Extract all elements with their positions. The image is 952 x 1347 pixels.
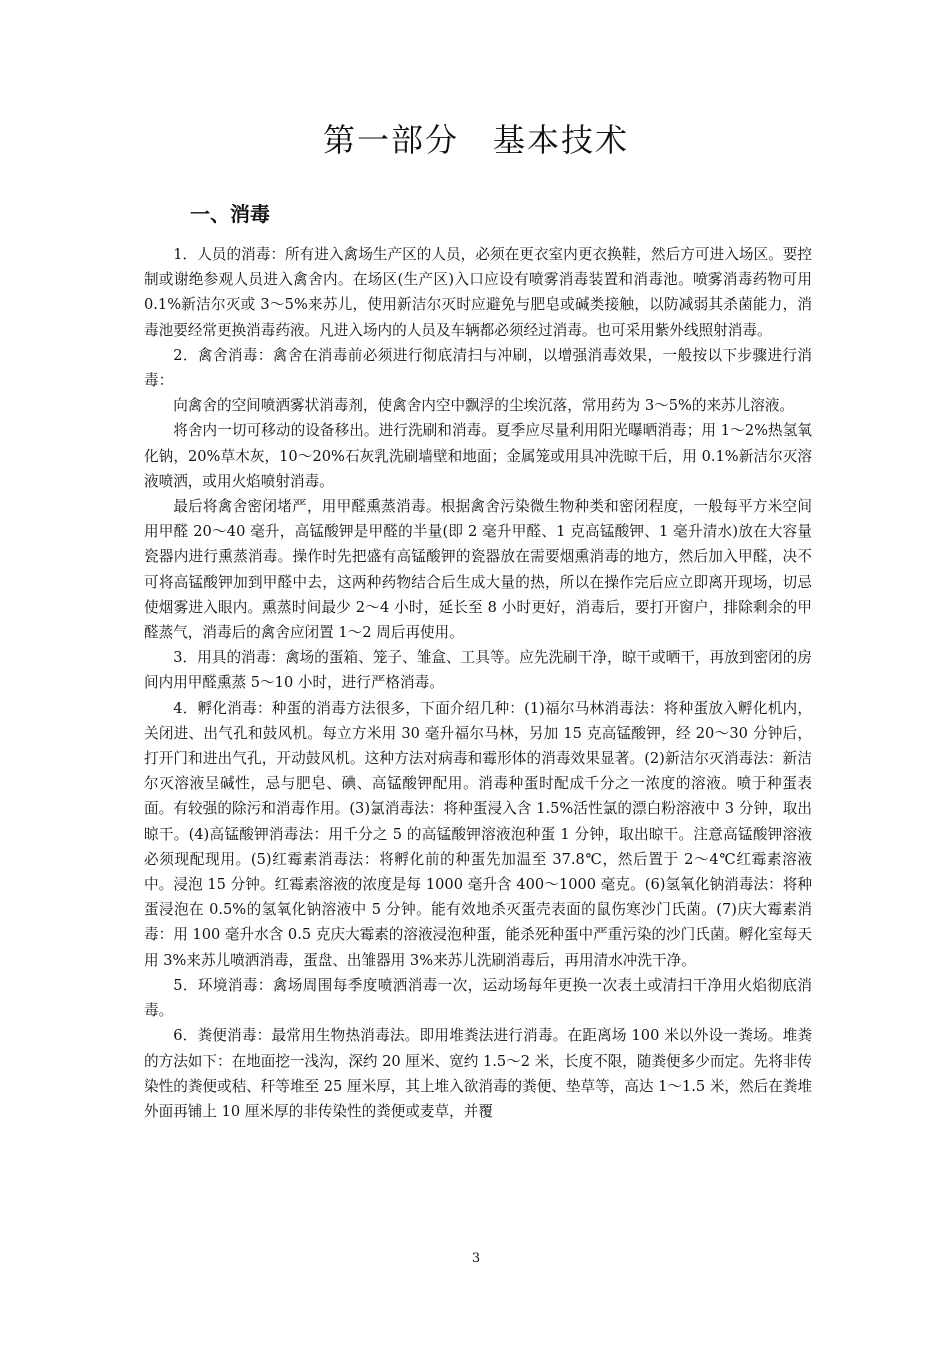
paragraph-hatching-disinfection: 4．孵化消毒：种蛋的消毒方法很多，下面介绍几种：(1)福尔马林消毒法：将种蛋放入孵化机内，关闭进、出气孔和鼓风机。每立方米用 30 毫升福尔马林，另加 15 克高锰酸钾，经 20～30 分钟后，打开门和进出气孔，开动鼓风机。这种方法对病毒和霉形体的消毒效果显著。(2)新洁尔灭消毒法：新洁尔灭溶液呈碱性，忌与肥皂、碘、高锰酸钾配用。消毒种蛋时配成千分之一浓度的溶液。喷于种蛋表面。有较强的除污和消毒作用。(3)氯消毒法：将种蛋浸入含 1.5%活性氯的漂白粉溶液中 3 分钟，取出晾干。(4)高锰酸钾消毒法：用千分之 5 的高锰酸钾溶液泡种蛋 1 分钟，取出晾干。注意高锰酸钾溶液必须现配现用。(5)红霉素消毒法：将孵化前的种蛋先加温至 37.8℃，然后置于 2～4℃红霉素溶液中。浸泡 15 分钟。红霉素溶液的浓度是每 1000 毫升含 400～1000 毫克。(6)氢氧化钠消毒法：将种蛋浸泡在 0.5%的氢氧化钠溶液中 5 分钟。能有效地杀灭蛋壳表面的鼠伤寒沙门氏菌。(7)庆大霉素消毒：用 100 毫升水含 0.5 克庆大霉素的溶液浸泡种蛋，能杀死种蛋中严重污染的沙门氏菌。孵化室每天用 3%来苏儿喷洒消毒，蛋盘、出雏器用 3%来苏儿洗刷消毒后，再用清水冲洗干净。	[144, 699, 812, 969]
paragraph-wash-step: 将舍内一切可移动的设备移出。进行洗刷和消毒。夏季应尽量利用阳光曝晒消毒；用 1～2%热氢氧化钠，20%草木灰，10～20%石灰乳洗刷墙壁和地面；金属笼或用具冲洗晾干后，用 0.1%新洁尔灭溶液喷洒，或用火焰喷射消毒。	[144, 422, 812, 490]
paragraph-manure-disinfection: 6．粪便消毒：最常用生物热消毒法。即用堆粪法进行消毒。在距离场 100 米以外设一粪场。堆粪的方法如下：在地面挖一浅沟，深约 20 厘米、宽约 1.5～2 米，长度不限，随粪便多少而定。先将非传染性的粪便或秸、秆等堆至 25 厘米厚，其上堆入欲消毒的粪便、垫草等，高达 1～1.5 米，然后在粪堆外面再铺上 10 厘米厚的非传染性的粪便或麦草，并覆	[144, 1027, 812, 1120]
paragraph-poultry-house-disinfection: 2．禽舍消毒：禽舍在消毒前必须进行彻底清扫与冲刷，以增强消毒效果，一般按以下步骤进行消毒：	[144, 346, 812, 390]
paragraph-environment-disinfection: 5．环境消毒：禽场周围每季度喷洒消毒一次，运动场每年更换一次表土或清扫干净用火焰彻底消毒。	[144, 976, 812, 1020]
page-title: 第一部分 基本技术	[322, 121, 629, 159]
page-number: 3	[471, 1251, 481, 1266]
paragraph-equipment-disinfection: 3．用具的消毒：禽场的蛋箱、笼子、雏盒、工具等。应先洗刷干净，晾干或晒干，再放到密闭的房间内用甲醛熏蒸 5～10 小时，进行严格消毒。	[144, 649, 812, 692]
paragraph-fumigation-step: 最后将禽舍密闭堵严，用甲醛熏蒸消毒。根据禽舍污染微生物种类和密闭程度，一般每平方米空间用甲醛 20～40 毫升，高锰酸钾是甲醛的半量(即 2 毫升甲醛、1 克高锰酸钾、1 毫升清水)放在大容量瓷器内进行熏蒸消毒。操作时先把盛有高锰酸钾的瓷器放在需要烟熏消毒的地方，然后加入甲醛，决不可将高锰酸钾加到甲醛中去，这两种药物结合后生成大量的热，所以在操作完后应立即离开现场，切忌使烟雾进入眼内。熏蒸时间最少 2～4 小时，延长至 8 小时更好，消毒后，要打开窗户，排除剩余的甲醛蒸气，消毒后的禽舍应闭置 1～2 周后再使用。	[144, 498, 812, 642]
section-heading: 一、消毒	[190, 202, 270, 226]
paragraph-personnel-disinfection: 1．人员的消毒：所有进入禽场生产区的人员，必须在更衣室内更衣换鞋，然后方可进入场区。要控制或谢绝参观人员进入禽舍内。在场区(生产区)入口应设有喷雾消毒装置和消毒池。喷雾消毒药物可用 0.1%新洁尔灭或 3～5%来苏儿，使用新洁尔灭时应避免与肥皂或碱类接触，以防减弱其杀菌能力，消毒池要经常更换消毒药液。凡进入场内的人员及车辆都必须经过消毒。也可采用紫外线照射消毒。	[144, 246, 812, 339]
paragraph-spray-step: 向禽舍的空间喷洒雾状消毒剂，使禽舍内空中飘浮的尘埃沉落，常用药为 3～5%的来苏儿溶液。	[173, 397, 795, 415]
body-text	[144, 242, 812, 1124]
